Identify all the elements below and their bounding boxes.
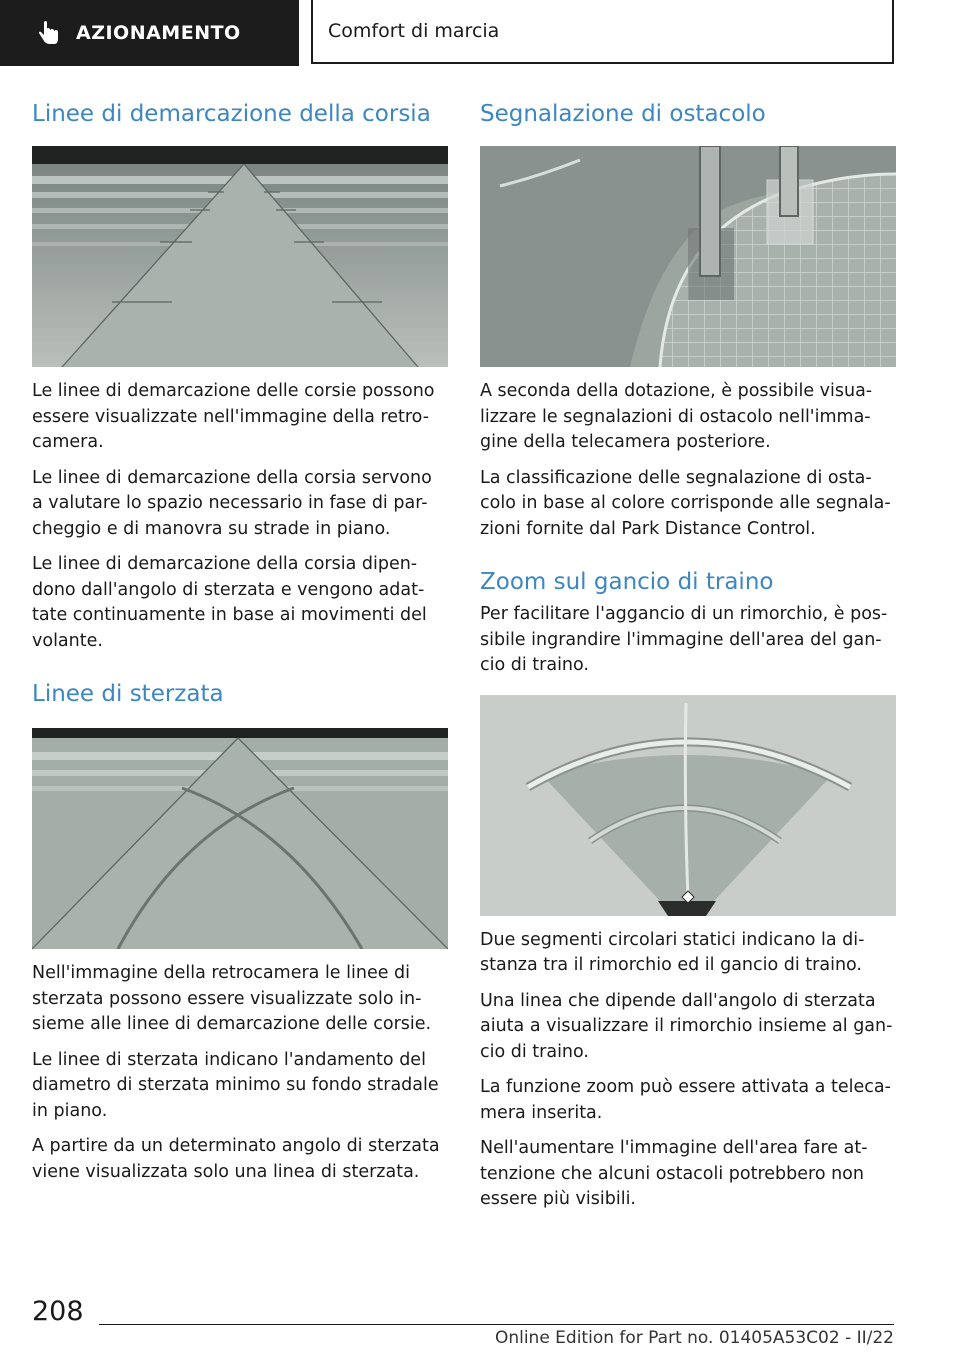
paragraph: Le linee di demarcazione della corsia dipen-dono dall'angolo di sterzata e vengono adat-tate continuamente in base ai movimenti del volante. (32, 554, 427, 651)
lane-lines-figure (32, 146, 448, 367)
page-header (0, 0, 960, 66)
heading-obstacle: Segnalazione di ostacolo (480, 101, 766, 127)
paragraph: La classificazione delle segnalazione di osta-colo in base al colore corrisponde alle segnala-zioni fornite dal Park Distance Control. (480, 467, 891, 539)
heading-steering-lines: Linee di sterzata (32, 681, 224, 707)
paragraph: Una linea che dipende dall'angolo di sterzata aiuta a visualizzare il rimorchio insieme al gan-cio di traino. (480, 990, 893, 1062)
paragraph: Nell'immagine della retrocamera le linee di sterzata possono essere visualizzate solo in-sieme alle linee di demarcazione delle corsie. (32, 963, 432, 1034)
steering-lines-figure (32, 728, 448, 949)
paragraph: A partire da un determinato angolo di sterzata viene visualizzata solo una linea di sterzata. (32, 1136, 440, 1182)
paragraph: Le linee di demarcazione delle corsie possono essere visualizzate nell'immagine della retro-camera. (32, 381, 435, 452)
pointing-hand-icon (36, 20, 62, 46)
heading-lane-lines: Linee di demarcazione della corsia (32, 101, 431, 127)
paragraph: Nell'aumentare l'immagine dell'area fare at-tenzione che alcuni ostacoli potrebbero non essere più visibili. (480, 1138, 868, 1209)
paragraph: Le linee di demarcazione della corsia servono a valutare lo spazio necessario in fase di par-cheggio e di manovra su strade in piano. (32, 467, 432, 539)
page-number: 208 (32, 1296, 84, 1327)
section-title: Comfort di marcia (328, 20, 500, 42)
paragraph: Due segmenti circolari statici indicano la di-stanza tra il rimorchio ed il gancio di traino. (480, 929, 865, 975)
obstacle-marking-figure (480, 146, 896, 367)
paragraph: Le linee di sterzata indicano l'andamento del diametro di sterzata minimo su fondo stradale in piano. (32, 1049, 439, 1121)
left-column (32, 96, 448, 1185)
edition-note: Online Edition for Part no. 01405A53C02 - II/22 (494, 1328, 894, 1348)
chapter-title: AZIONAMENTO (76, 22, 241, 44)
heading-hitch-zoom: Zoom sul gancio di traino (480, 569, 774, 595)
right-column (480, 96, 896, 1213)
section-box (311, 0, 894, 64)
hitch-zoom-figure (480, 695, 896, 916)
footer-divider (99, 1324, 894, 1325)
chapter-tab (0, 0, 299, 66)
paragraph: A seconda della dotazione, è possibile visua-lizzare le segnalazioni di ostacolo nell'imma-gine della telecamera posteriore. (480, 381, 873, 452)
paragraph: La funzione zoom può essere attivata a teleca-mera inserita. (480, 1077, 891, 1123)
paragraph: Per facilitare l'aggancio di un rimorchio, è pos-sibile ingrandire l'immagine dell'area del gan-cio di traino. (480, 604, 888, 675)
